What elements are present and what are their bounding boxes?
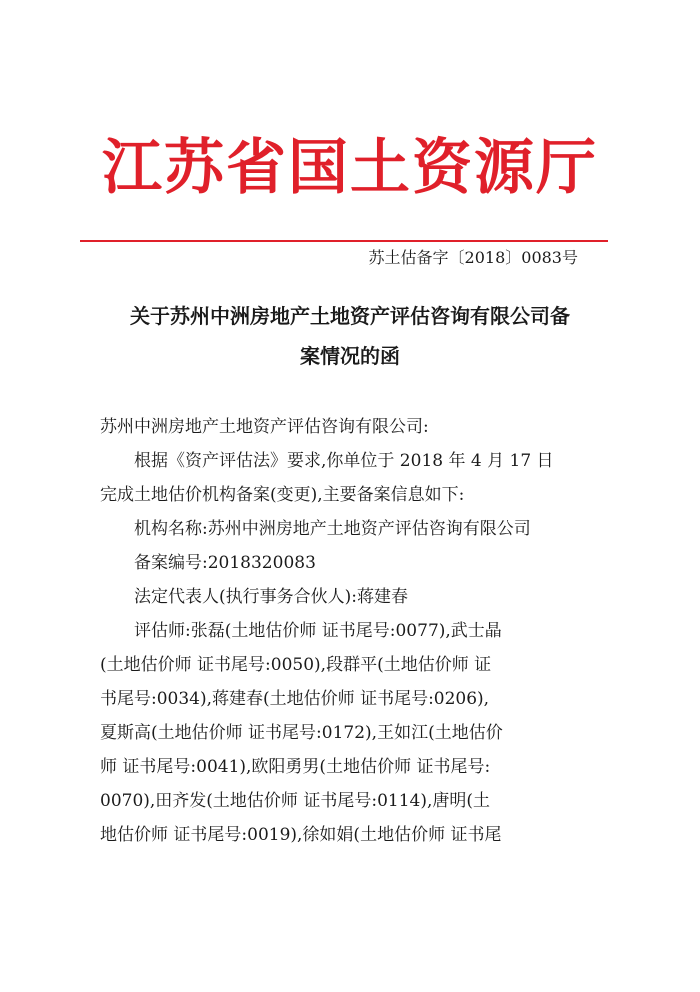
record-number: 备案编号:2018320083: [134, 553, 316, 573]
masthead-red-rule: [80, 240, 608, 242]
appraisers-line: 书尾号:0034),蒋建春(土地估价师 证书尾号:0206),: [100, 689, 490, 709]
addressee: 苏州中洲房地产土地资产评估咨询有限公司:: [100, 417, 429, 437]
legal-representative: 法定代表人(执行事务合伙人):蒋建春: [134, 587, 408, 607]
title-line-1: 关于苏州中洲房地产土地资产评估咨询有限公司备: [130, 304, 570, 328]
appraisers-line: (土地估价师 证书尾号:0050),段群平(土地估价师 证: [100, 655, 492, 675]
appraisers-line: 0070),田齐发(土地估价师 证书尾号:0114),唐明(土: [100, 791, 490, 811]
intro-line-1: 根据《资产评估法》要求,你单位于 2018 年 4 月 17 日: [134, 451, 554, 471]
intro-line-2: 完成土地估价机构备案(变更),主要备案信息如下:: [100, 485, 465, 505]
document-title: [100, 296, 600, 376]
document-body: [100, 410, 600, 852]
title-line-2: 案情况的函: [300, 344, 400, 368]
appraisers-line: 师 证书尾号:0041),欧阳勇男(土地估价师 证书尾号:: [100, 757, 491, 777]
org-name: 机构名称:苏州中洲房地产土地资产评估咨询有限公司: [134, 519, 531, 539]
appraisers-line: 评估师:张磊(土地估价师 证书尾号:0077),武士晶: [134, 621, 502, 641]
appraisers-line: 地估价师 证书尾号:0019),徐如娟(土地估价师 证书尾: [100, 825, 502, 845]
agency-masthead: 江苏省国土资源厅: [102, 133, 598, 203]
document-number: 苏土估备字〔2018〕0083号: [368, 248, 578, 267]
appraisers-line: 夏斯高(土地估价师 证书尾号:0172),王如江(土地估价: [100, 723, 503, 743]
